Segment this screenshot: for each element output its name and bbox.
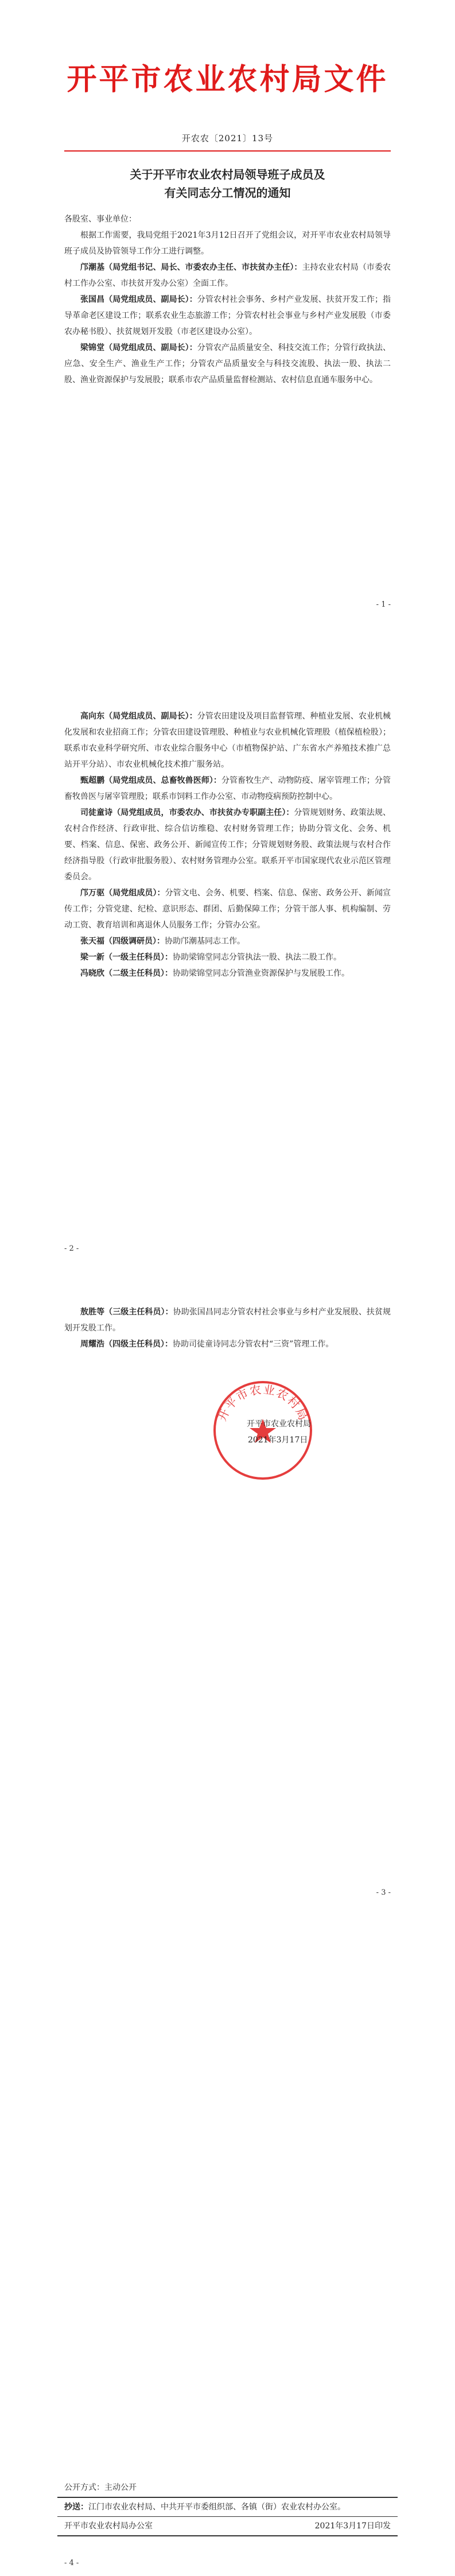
duty-paragraph (64, 933, 391, 949)
signature-org: 开平市农业农村局 (247, 1419, 311, 1429)
intro-paragraph: 根据工作需要，我局党组于2021年3月12日召开了党组会议，对开平市农业农村局领导班子成员及协管领导工作分工进行调整。 (64, 231, 391, 256)
cc-text: 江门市农业农村局、中共开平市委组织部、各镇（街）农业农村办公室。 (88, 2503, 345, 2512)
issuer: 开平市农业农村局办公室 (64, 2521, 153, 2531)
notice-title-line-2: 有关同志分工情况的通知 (164, 186, 291, 200)
duty-text: 协助梁锦堂同志分管渔业资源保护与发展股工作。 (173, 969, 349, 978)
duty-text: 协助邝潮基同志工作。 (165, 937, 245, 946)
cc-label: 抄送： (64, 2503, 88, 2512)
printed-line (57, 2517, 398, 2535)
notice-title-line-1: 关于开平市农业农村局领导班子成员及 (130, 168, 325, 181)
official-seal-icon (205, 1373, 320, 1488)
duty-paragraph (64, 773, 391, 805)
cc-line (57, 2498, 398, 2516)
document-header-title: 开平市农业农村局文件 (67, 62, 388, 97)
duty-name: 高向东（局党组成员、副局长）： (80, 712, 197, 721)
page-1 (0, 0, 455, 644)
page-number: - 3 - (376, 1888, 391, 1897)
duty-paragraph (64, 1336, 391, 1352)
duty-name: 冯晓欣（二级主任科员）： (80, 969, 173, 978)
duty-paragraph (64, 259, 391, 292)
page-number: - 4 - (64, 2559, 79, 2567)
page-3 (0, 1288, 455, 1932)
issue-date: 2021年3月17日印发 (314, 2521, 391, 2531)
duty-text: 分管农产品质量安全、科技交流工作；分管行政执法、应急、安全生产、渔业生产工作；分管农产品质量安全与科技交流股、执法一股、执法二股、渔业资源保护与发展股；联系市农产品质量监督检测站、农村信息直通车服务中心。 (64, 343, 391, 385)
document-number: 开农农〔2021〕13号 (181, 133, 274, 143)
signature-date: 2021年3月17日 (248, 1436, 308, 1445)
page-3-body (64, 1304, 391, 1352)
duty-paragraph (64, 965, 391, 981)
duty-text: 协助司徒童诗同志分管农村“三资”管理工作。 (173, 1340, 334, 1349)
duty-name: 张国昌（局党组成员、副局长）： (80, 295, 197, 304)
duty-name: 梁锦堂（局党组成员、副局长）： (80, 343, 197, 352)
salutation: 各股室、事业单位： (64, 215, 137, 224)
duty-paragraph (64, 1304, 391, 1336)
duty-paragraph (64, 708, 391, 773)
page-4 (0, 1932, 455, 2576)
duty-paragraph (64, 949, 391, 965)
duty-text: 主持农业农村局（市委农村工作办公室、市扶贫开发办公室）全面工作。 (64, 263, 391, 288)
duty-text: 分管规划财务、政策法规、农村合作经济、行政审批、综合信访维稳、农村财务管理工作；协助分管文化、会务、机要、档案、信息、保密、政务公开、新闻宣传工作；分管规划财务股、政策法规与农村合作经济指导股（行政审批服务股）、农村财务管理办公室。联系开平市国家现代农业示范区管理委员会。 (64, 808, 391, 882)
page-2 (0, 644, 455, 1288)
duty-text: 分管农田建设及项目监督管理、种植业发展、农业机械化发展和农业招商工作；分管农田建设管理股、种植业与农业机械化管理股（植保植检股）；联系市农业科学研究所、市农业综合服务中心（市植物保护站、广东省水产养殖技术推广总站开平分站）、市农业机械化技术推广服务站。 (64, 712, 391, 769)
duty-name: 司徒童诗（局党组成员，市委农办、市扶贫办专职副主任）： (80, 808, 294, 817)
page-number: - 2 - (64, 1244, 79, 1253)
page-1-body (64, 211, 391, 388)
page-2-body (64, 708, 391, 981)
duty-text: 分管农村社会事务、乡村产业发展、扶贫开发工作；指导革命老区建设工作；联系农业生态旅游工作；分管农村社会事业与乡村产业发展股（市委农办秘书股）、扶贫规划开发股（市老区建设办公室）。 (64, 295, 391, 336)
duty-text: 分管畜牧生产、动物防疫、屠宰管理工作；分管畜牧兽医与屠宰管理股；联系市饲料工作办公室、市动物疫病预防控制中心。 (64, 776, 391, 801)
duty-name: 邝万驱（局党组成员）： (80, 889, 165, 898)
seal-text: 开平市农业农村局 (215, 1382, 311, 1423)
duty-paragraph (64, 805, 391, 885)
duty-name: 梁一新（一级主任科员）： (80, 953, 173, 962)
duty-paragraph (64, 885, 391, 933)
duty-name: 张天福（四级调研员）： (80, 937, 165, 946)
duty-name: 敖胜等（三级主任科员）： (80, 1308, 173, 1317)
disclosure-line: 公开方式：主动公开 (64, 2483, 137, 2492)
duty-name: 甄超鹏（局党组成员、总畜牧兽医师）： (80, 776, 221, 785)
page-number: - 1 - (376, 600, 391, 609)
duty-text: 协助梁锦堂同志分管执法一股、执法二股工作。 (173, 953, 341, 962)
duty-text: 分管文电、会务、机要、档案、信息、保密、政务公开、新闻宣传工作；分管党建、纪检、意识形态、群团、后勤保障工作；分管干部人事、机构编制、劳动工资、教育培训和离退休人员服务工作；分管办公室。 (64, 889, 391, 930)
duty-paragraph (64, 292, 391, 340)
duty-paragraph (64, 340, 391, 388)
svg-text:开平市农业农村局 (215, 1382, 310, 1423)
duty-text: 协助张国昌同志分管农村社会事业与乡村产业发展股、扶贫规划开发股工作。 (64, 1308, 391, 1333)
duty-name: 邝潮基（局党组书记、局长、市委农办主任、市扶贫办主任）： (80, 263, 302, 272)
red-divider (64, 150, 391, 152)
notice-title (0, 165, 455, 202)
duty-name: 周耀浩（四级主任科员）： (80, 1340, 173, 1349)
footer-block (57, 2478, 398, 2536)
